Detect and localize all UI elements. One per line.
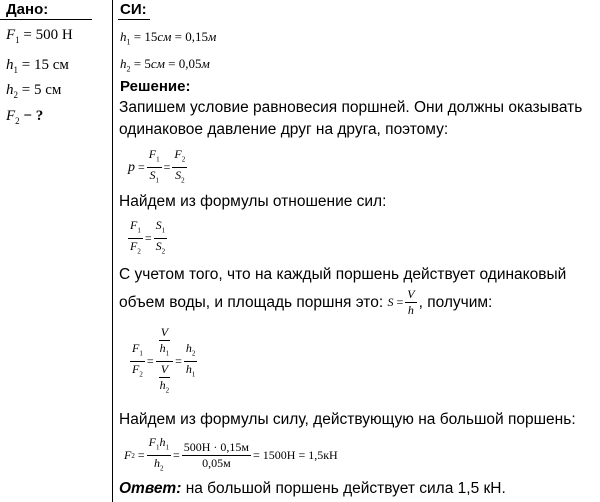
calc-denominator: 0,05м (202, 456, 231, 471)
si-h1: $h_1 = 15см = 0,15м$ (120, 29, 217, 47)
formula-pressure: p = $\frac{F_1}{S_1}$ = $\frac{F_2}{S_2}$ (128, 147, 186, 185)
given-f2-unknown: $F_2$ − ? (6, 108, 44, 126)
formula-final-calc: F 2 = $\frac{F_1h_1}{h_2}$ = $\frac{500Н \cdot 0,15м}{0,05м}$ = 1500Н = 1,5кН (124, 435, 338, 473)
given-underline (0, 19, 92, 20)
solution-para-2: Найдем из формулы отношение сил: (119, 193, 387, 210)
solution-para-3-after: , получим: (418, 293, 493, 311)
calc-numerator: 500Н · 0,15м (183, 440, 250, 455)
si-h2: $h_2 = 5см = 0,05м$ (120, 56, 210, 74)
formula-force-ratio: $\frac{F_1}{F_2}$ = $\frac{S_1}{S_2}$ (130, 218, 166, 256)
answer-line (119, 480, 506, 498)
solution-para-3-line-1: С учетом того, что на каждый поршень действует одинаковый (119, 266, 567, 283)
column-divider (112, 0, 113, 502)
formula-area: S = $\frac{V}{h}$ (387, 287, 415, 317)
solution-para-1-line-2: одинаковое давление друг на друга, поэтому: (119, 121, 449, 138)
si-title: СИ: (120, 1, 147, 18)
given-title: Дано: (6, 1, 49, 18)
given-h2: $h_2 = 5$ см (6, 82, 62, 100)
given-h1: $h_1 = 15$ см (6, 57, 69, 75)
solution-para-3-text: объем воды, и площадь поршня это: (119, 293, 384, 311)
calc-result: = 1500Н = 1,5кН (253, 448, 338, 463)
answer-text: на большой поршень действует сила 1,5 кН. (181, 480, 506, 497)
solution-para-3-line-2 (119, 288, 492, 317)
solution-para-4: Найдем из формулы силу, действующую на большой поршень: (119, 411, 576, 428)
si-underline (118, 19, 150, 20)
solution-para-1-line-1: Запишем условие равновесия поршней. Они должны оказывать (119, 99, 583, 116)
given-f1: $F_1 = 500$ Н (6, 27, 73, 45)
answer-label: Ответ: (119, 480, 182, 497)
formula-height-ratio: $\frac{F_1}{F_2}$ = $\frac{\frac{V}{h_1}}{\frac{V}{h_2}}$ = $\frac{h_2}{h_1}$ (132, 325, 196, 395)
solution-title: Решение: (120, 78, 191, 95)
